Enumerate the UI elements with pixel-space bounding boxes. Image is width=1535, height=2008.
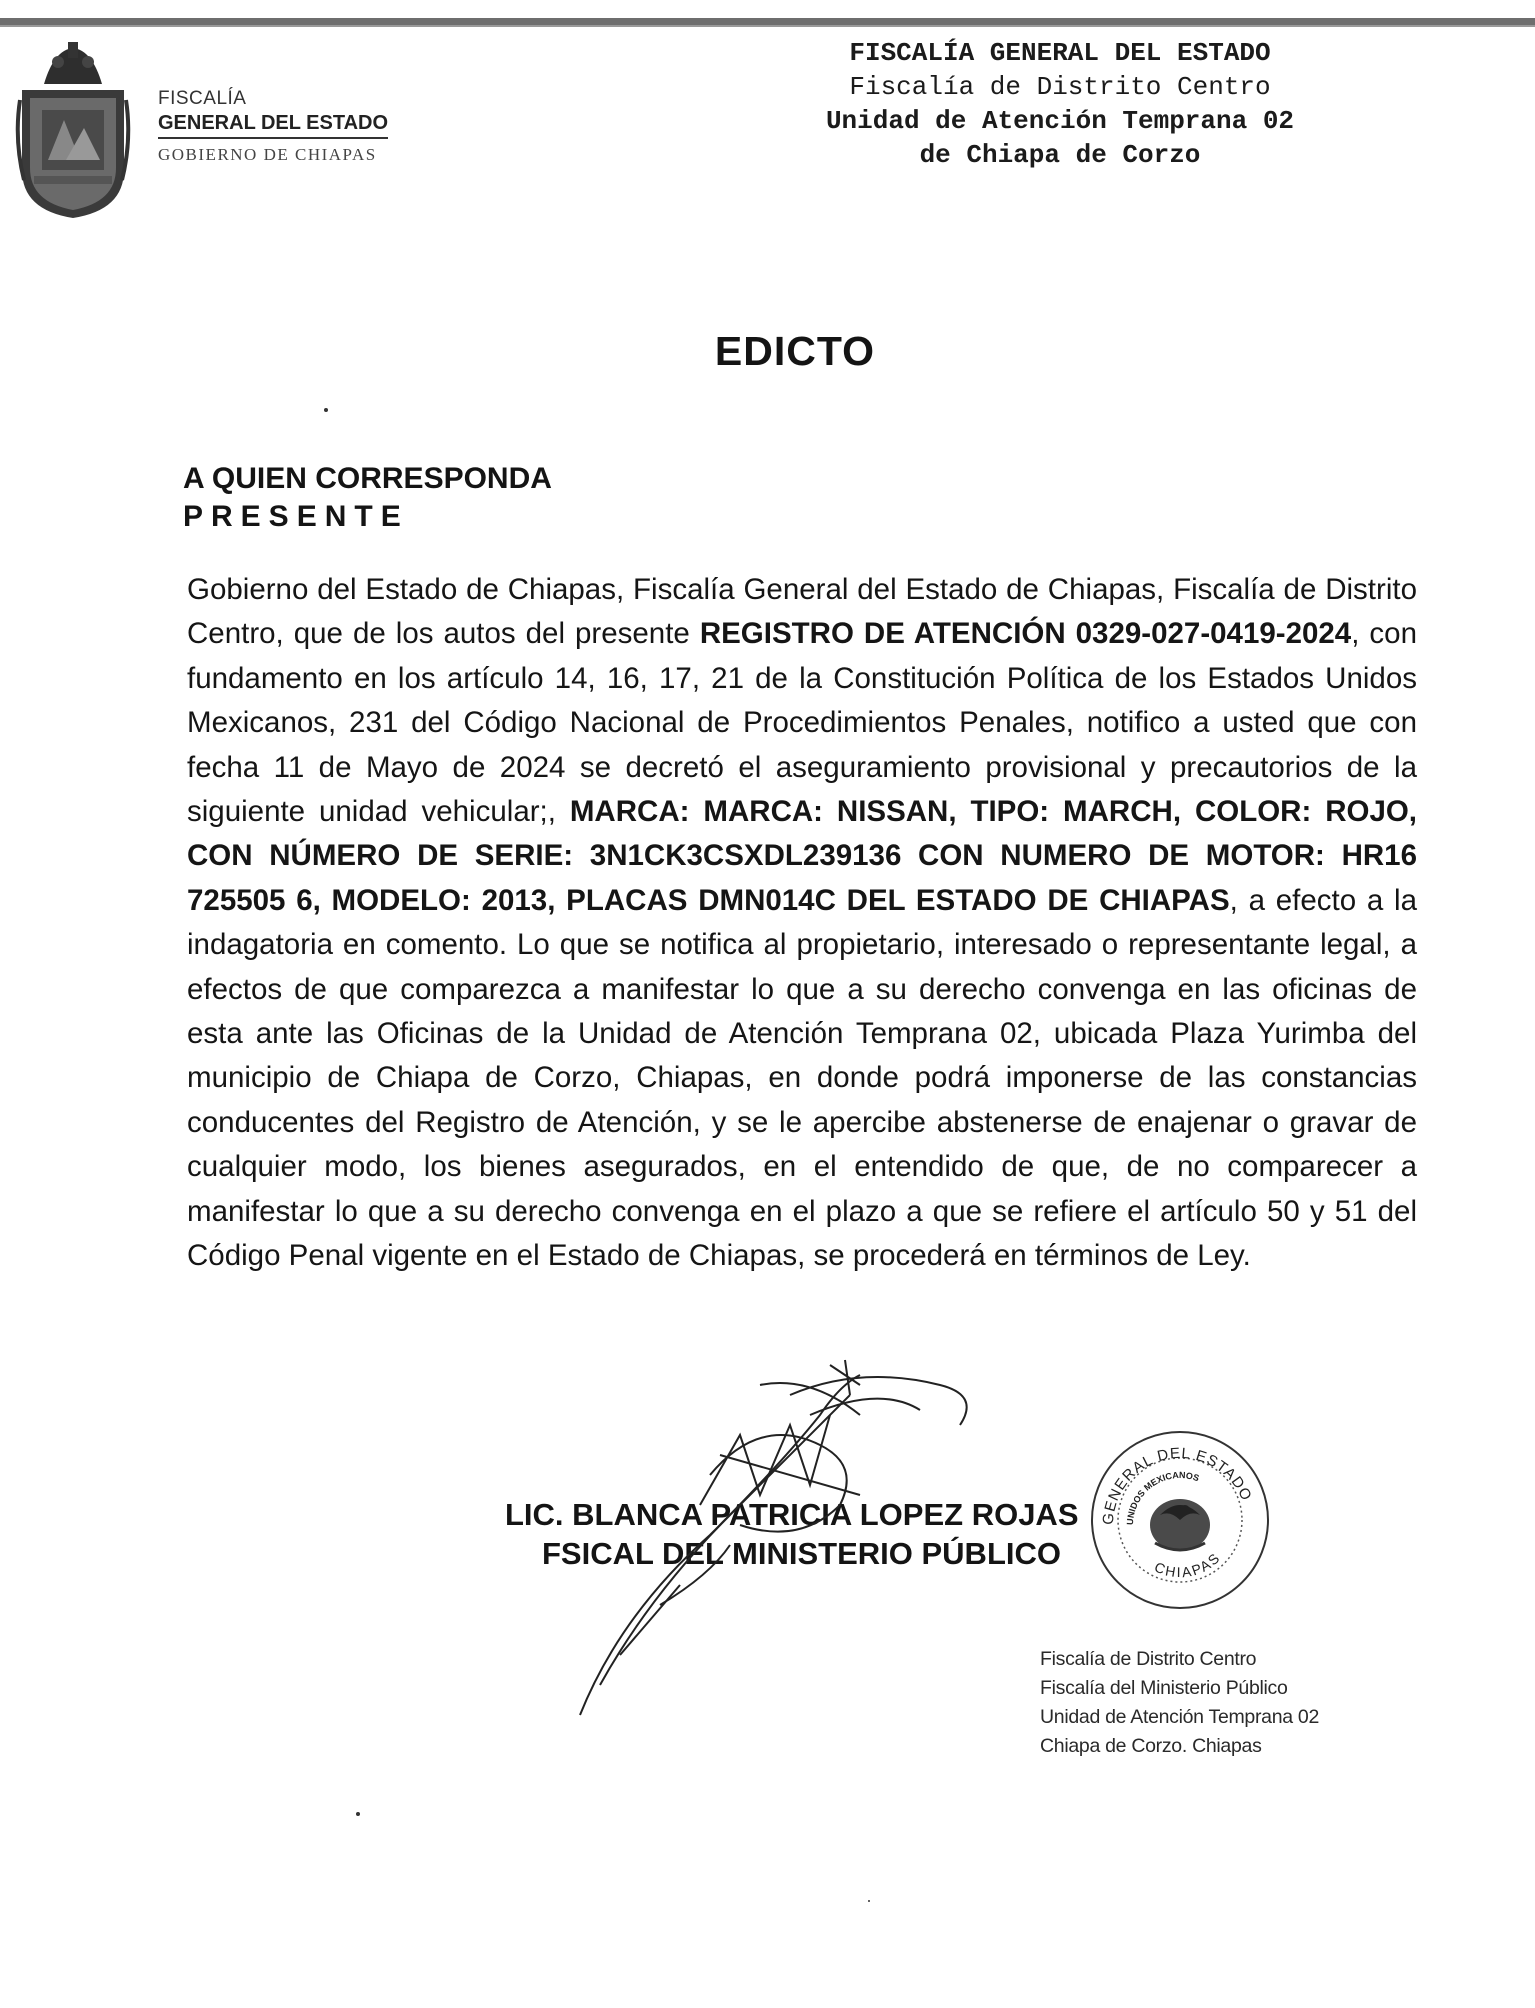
svg-text:CHIAPAS xyxy=(1152,1549,1223,1580)
seal-top-text: GENERAL DEL ESTADO xyxy=(1099,1444,1256,1526)
stamp-line-1: Fiscalía de Distrito Centro xyxy=(1040,1648,1257,1670)
logo-line-fiscalia: FISCALÍA xyxy=(158,88,247,109)
registro-number: REGISTRO DE ATENCIÓN 0329-027-0419-2024 xyxy=(699,617,1352,651)
scan-speck xyxy=(868,1900,870,1902)
scan-speck xyxy=(324,408,328,412)
seal-bottom-text: CHIAPAS xyxy=(1152,1548,1224,1581)
stamp-line-3: Unidad de Atención Temprana 02 xyxy=(1040,1706,1320,1728)
header-line-1: FISCALÍA GENERAL DEL ESTADO xyxy=(849,38,1271,68)
body-text-2: , con fundamento en los artículo 14, 16, 17, 21 de la Constitución Política de los Estados Unidos Mexicanos, 231 del Código Nacional de Procedimientos Penales, notifico a usted que con fecha 11 de Mayo de 2024 se decretó el aseguramiento provisional y precautorios de la siguiente unidad vehicular;, xyxy=(187,617,1417,829)
signer-position: FSICAL DEL MINISTERIO PÚBLICO xyxy=(542,1536,1061,1571)
header-line-3: Unidad de Atención Temprana 02 xyxy=(825,106,1295,136)
chiapas-coat-of-arms-logo xyxy=(14,40,132,220)
logo-line-gobierno: GOBIERNO DE CHIAPAS xyxy=(158,145,377,164)
scan-speck xyxy=(356,1812,360,1816)
stamp-line-4: Chiapa de Corzo. Chiapas xyxy=(1040,1735,1262,1757)
body-text-1: Gobierno del Estado de Chiapas, Fiscalía General del Estado de Chiapas, Fiscalía de Distrito Centro, que de los autos del presente xyxy=(187,573,1417,651)
document-title: EDICTO xyxy=(714,328,876,374)
logo-wordmark xyxy=(158,88,388,165)
signer-name: LIC. BLANCA PATRICIA LOPEZ ROJAS xyxy=(505,1497,1079,1532)
addressee xyxy=(183,460,552,536)
handwritten-signature xyxy=(560,1355,1080,1725)
letterhead xyxy=(740,36,1380,172)
office-stamp xyxy=(1040,1645,1319,1761)
logo-line-general: GENERAL DEL ESTADO xyxy=(158,112,388,139)
body-text-3: , a efecto a la indagatoria en comento. Lo que se notifica al propietario, interesado o representante legal, a efectos de que comparezca a manifestar lo que a su derecho convenga en las oficinas de esta ante las Oficinas de la Unidad de Atención Temprana 02, ubicada Plaza Yurimba del municipio de Chiapa de Corzo, Chiapas, en donde podrá imponerse de las constancias conducentes del Registro de Atención, y se le apercibe abstenerse de enajenar o gravar de cualquier modo, los bienes asegurados, en el entendido de que, de no comparecer a manifestar lo que a su derecho convenga en el plazo a que se refiere el artículo 50 y 51 del Código Penal vigente en el Estado de Chiapas, se procederá en términos de Ley. xyxy=(187,883,1417,1273)
header-line-2: Fiscalía de Distrito Centro xyxy=(849,72,1271,102)
addressee-line-2: PRESENTE xyxy=(183,500,409,533)
scan-border-top xyxy=(0,18,1535,25)
scan-border-line xyxy=(0,25,1535,27)
addressee-line-1: A QUIEN CORRESPONDA xyxy=(183,462,552,495)
header-line-4: de Chiapa de Corzo xyxy=(919,140,1201,170)
stamp-line-2: Fiscalía del Ministerio Público xyxy=(1040,1677,1288,1699)
body-paragraph xyxy=(187,568,1417,1279)
official-seal xyxy=(1085,1425,1275,1615)
eagle-emblem-icon xyxy=(1150,1499,1210,1551)
seal-inner-text: UNIDOS MEXICANOS xyxy=(1124,1469,1201,1526)
vehicle-details: MARCA: MARCA: NISSAN, TIPO: MARCH, COLOR: ROJO, CON NÚMERO DE SERIE: 3N1CK3CSXDL239136 CON NUMERO DE MOTOR: HR16 725505 6, MODELO: 2013, PLACAS DMN014C DEL ESTADO DE CHIAPAS xyxy=(187,795,1417,917)
